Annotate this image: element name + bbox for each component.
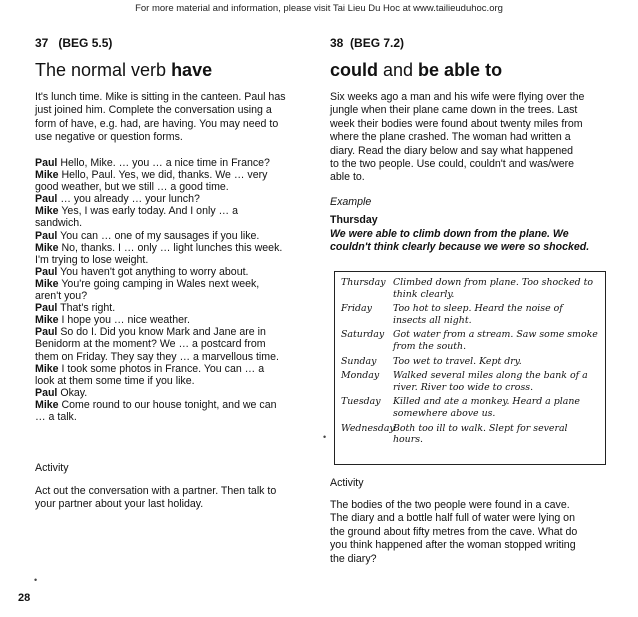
exercise-title xyxy=(330,60,502,81)
diary-entry xyxy=(341,277,599,300)
diary-line: Got water from a stream. Saw some smoke xyxy=(393,329,598,341)
diary-day: Monday xyxy=(341,370,380,382)
header-note: For more material and information, please visit Tai Lieu Du Hoc at www.tailieuduhoc.org xyxy=(135,3,503,14)
utterance: I'm trying to lose weight. xyxy=(35,253,149,266)
diary-line: insects all night. xyxy=(393,314,472,326)
utterance: … a talk. xyxy=(35,410,77,423)
diary-entry xyxy=(341,356,599,368)
diary-text xyxy=(393,370,599,393)
diary-line: think clearly. xyxy=(393,288,455,300)
dialogue-line xyxy=(35,193,282,205)
speaker: Mike xyxy=(35,277,59,290)
instruction-line: It's lunch time. Mike is sitting in the canteen. Paul has xyxy=(35,91,286,103)
diary-day: Saturday xyxy=(341,329,385,341)
activity-line: The diary and a bottle half full of water were lying on xyxy=(330,512,575,525)
instructions xyxy=(330,91,612,185)
exercise-number: 38 xyxy=(330,36,344,50)
margin-mark: • xyxy=(34,575,38,585)
activity-line: Act out the conversation with a partner. Then talk to xyxy=(35,485,277,497)
utterance: No, thanks. I … only … light lunches this week. xyxy=(61,241,283,254)
utterance: Hello, Mike. … you … a nice time in France? xyxy=(60,157,270,169)
speaker: Mike xyxy=(35,205,59,218)
speaker: Mike xyxy=(35,398,59,411)
dialogue-line xyxy=(35,387,282,399)
utterance: I hope you … nice weather. xyxy=(61,314,190,327)
diary-text xyxy=(393,329,599,352)
dialogue-line xyxy=(35,302,282,314)
diary-line: somewhere above us. xyxy=(393,407,496,419)
dialogue-line xyxy=(35,351,282,363)
utterance: … you already … your lunch? xyxy=(60,193,200,206)
utterance: You're going camping in Wales next week, xyxy=(61,277,260,290)
margin-mark: • xyxy=(323,432,327,442)
diary-day: Sunday xyxy=(341,355,377,367)
utterance: Okay. xyxy=(60,386,88,399)
speaker: Paul xyxy=(35,326,58,339)
speaker: Paul xyxy=(35,265,58,278)
instruction-line: where the plane crashed. The woman had written a xyxy=(330,131,571,144)
diary-line: river. River too wide to cross. xyxy=(393,381,534,393)
speaker: Paul xyxy=(35,386,58,399)
exercise-number-heading xyxy=(35,36,112,50)
diary-day: Wednesday xyxy=(341,422,395,434)
title-bold: have xyxy=(171,60,213,80)
dialogue-line xyxy=(35,205,282,217)
dialogue-line xyxy=(35,266,282,278)
diary-entry xyxy=(341,396,599,419)
diary-line: Both too ill to walk. Slept for several hours. xyxy=(393,422,568,446)
instruction-line: use negative or question forms. xyxy=(35,131,183,144)
diary-text xyxy=(393,303,599,326)
speaker: Mike xyxy=(35,241,59,254)
title-part-2: and xyxy=(378,60,419,80)
title-plain: The normal verb xyxy=(35,60,172,80)
dialogue-line xyxy=(35,375,282,387)
title-part-3: be able to xyxy=(418,60,503,80)
speaker: Paul xyxy=(35,157,58,169)
diary-line: Too wet to travel. Kept dry. xyxy=(393,355,522,367)
exercise-ref: (BEG 5.5) xyxy=(58,36,113,50)
speaker: Paul xyxy=(35,193,58,206)
diary-text xyxy=(393,277,599,300)
dialogue-line xyxy=(35,169,282,181)
diary-text xyxy=(393,423,599,446)
diary-text xyxy=(393,356,599,368)
dialogue-line xyxy=(35,314,282,326)
dialogue-line xyxy=(35,363,282,375)
instruction-line: form of have, e.g. had, are having. You may need to xyxy=(35,117,279,130)
activity-line: you think happened after the woman stopped writing xyxy=(330,539,576,552)
dialogue-line xyxy=(35,181,282,193)
diary-entry xyxy=(341,423,599,446)
dialogue-line xyxy=(35,338,282,350)
diary-line: Climbed down from plane. Too shocked to xyxy=(393,277,594,288)
diary-entry xyxy=(341,303,599,326)
activity-line: your partner about your last holiday. xyxy=(35,498,204,511)
activity-heading: Activity xyxy=(35,462,69,474)
diary-line: Killed and ate a monkey. Heard a plane xyxy=(393,396,580,408)
utterance: You can … one of my sausages if you like. xyxy=(60,229,260,242)
diary-line: Too hot to sleep. Heard the noise of xyxy=(393,303,563,315)
dialogue-line xyxy=(35,411,282,423)
example-day: Thursday xyxy=(330,214,378,226)
instruction-line: Six weeks ago a man and his wife were flying over the xyxy=(330,91,585,103)
diary-text xyxy=(393,396,599,419)
instruction-line: diary. Read the diary below and say what happened xyxy=(330,144,574,157)
example-line: couldn't think clearly because we were so shocked. xyxy=(330,241,590,254)
activity-line: The bodies of the two people were found in a cave. xyxy=(330,499,570,511)
activity-heading: Activity xyxy=(330,477,364,489)
exercise-ref: (BEG 7.2) xyxy=(350,36,405,50)
speaker: Mike xyxy=(35,314,59,327)
exercise-number-heading xyxy=(330,36,404,50)
diary-day: Friday xyxy=(341,303,372,315)
instruction-line: jungle when their plane came down in the trees. Last xyxy=(330,104,578,117)
instruction-line: just joined him. Complete the conversation using a xyxy=(35,104,272,117)
utterance: sandwich. xyxy=(35,217,83,230)
instruction-line: able to. xyxy=(330,171,365,184)
activity-text xyxy=(330,499,612,566)
dialogue-line xyxy=(35,230,282,242)
exercise-number: 37 xyxy=(35,36,49,50)
activity-text xyxy=(35,485,305,512)
speaker: Paul xyxy=(35,302,58,315)
dialogue-line xyxy=(35,290,282,302)
dialogue-line xyxy=(35,254,282,266)
dialogue-line xyxy=(35,242,282,254)
dialogue-line xyxy=(35,157,282,169)
utterance: good weather, but we still … a good time. xyxy=(35,181,229,194)
instruction-line: to the two people. Use could, couldn't and was/were xyxy=(330,158,575,171)
diary-day: Tuesday xyxy=(341,396,381,408)
dialogue-line xyxy=(35,217,282,229)
utterance: You haven't got anything to worry about. xyxy=(60,265,249,278)
example-line: We were able to climb down from the plane. We xyxy=(330,228,569,240)
diary-box xyxy=(334,271,606,465)
diary-line: Walked several miles along the bank of a xyxy=(393,370,588,382)
example-text xyxy=(330,228,589,255)
speaker: Paul xyxy=(35,229,58,242)
instruction-line: week their bodies were found about twenty miles from xyxy=(330,117,583,130)
dialogue-line xyxy=(35,399,282,411)
speaker: Mike xyxy=(35,362,59,375)
speaker: Mike xyxy=(35,169,59,182)
utterance: aren't you? xyxy=(35,290,88,303)
diary-line: from the south. xyxy=(393,340,467,352)
utterance: them on Friday. They say they … a marvellous time. xyxy=(35,350,279,363)
activity-line: the diary? xyxy=(330,552,377,565)
dialogue xyxy=(35,157,282,423)
page-number: 28 xyxy=(18,592,31,604)
utterance: look at them some time if you like. xyxy=(35,374,195,387)
utterance: Benidorm at the moment? We … a postcard from xyxy=(35,338,266,351)
dialogue-line xyxy=(35,326,282,338)
utterance: Hello, Paul. Yes, we did, thanks. We … very xyxy=(61,169,268,182)
diary-day: Thursday xyxy=(341,277,386,288)
exercise-title xyxy=(35,60,212,81)
utterance: Yes, I was early today. And I only … a xyxy=(61,205,238,218)
utterance: So do I. Did you know Mark and Jane are in xyxy=(60,326,266,339)
diary-entry xyxy=(341,329,599,352)
diary-entry xyxy=(341,370,599,393)
utterance: I took some photos in France. You can … a xyxy=(61,362,265,375)
activity-line: the ground about fifty metres from the cave. What do xyxy=(330,525,578,538)
title-part-1: could xyxy=(330,60,378,80)
utterance: That's right. xyxy=(60,302,116,315)
instructions xyxy=(35,91,305,145)
example-heading: Example xyxy=(330,196,372,208)
dialogue-line xyxy=(35,278,282,290)
utterance: Come round to our house tonight, and we can xyxy=(61,398,277,411)
